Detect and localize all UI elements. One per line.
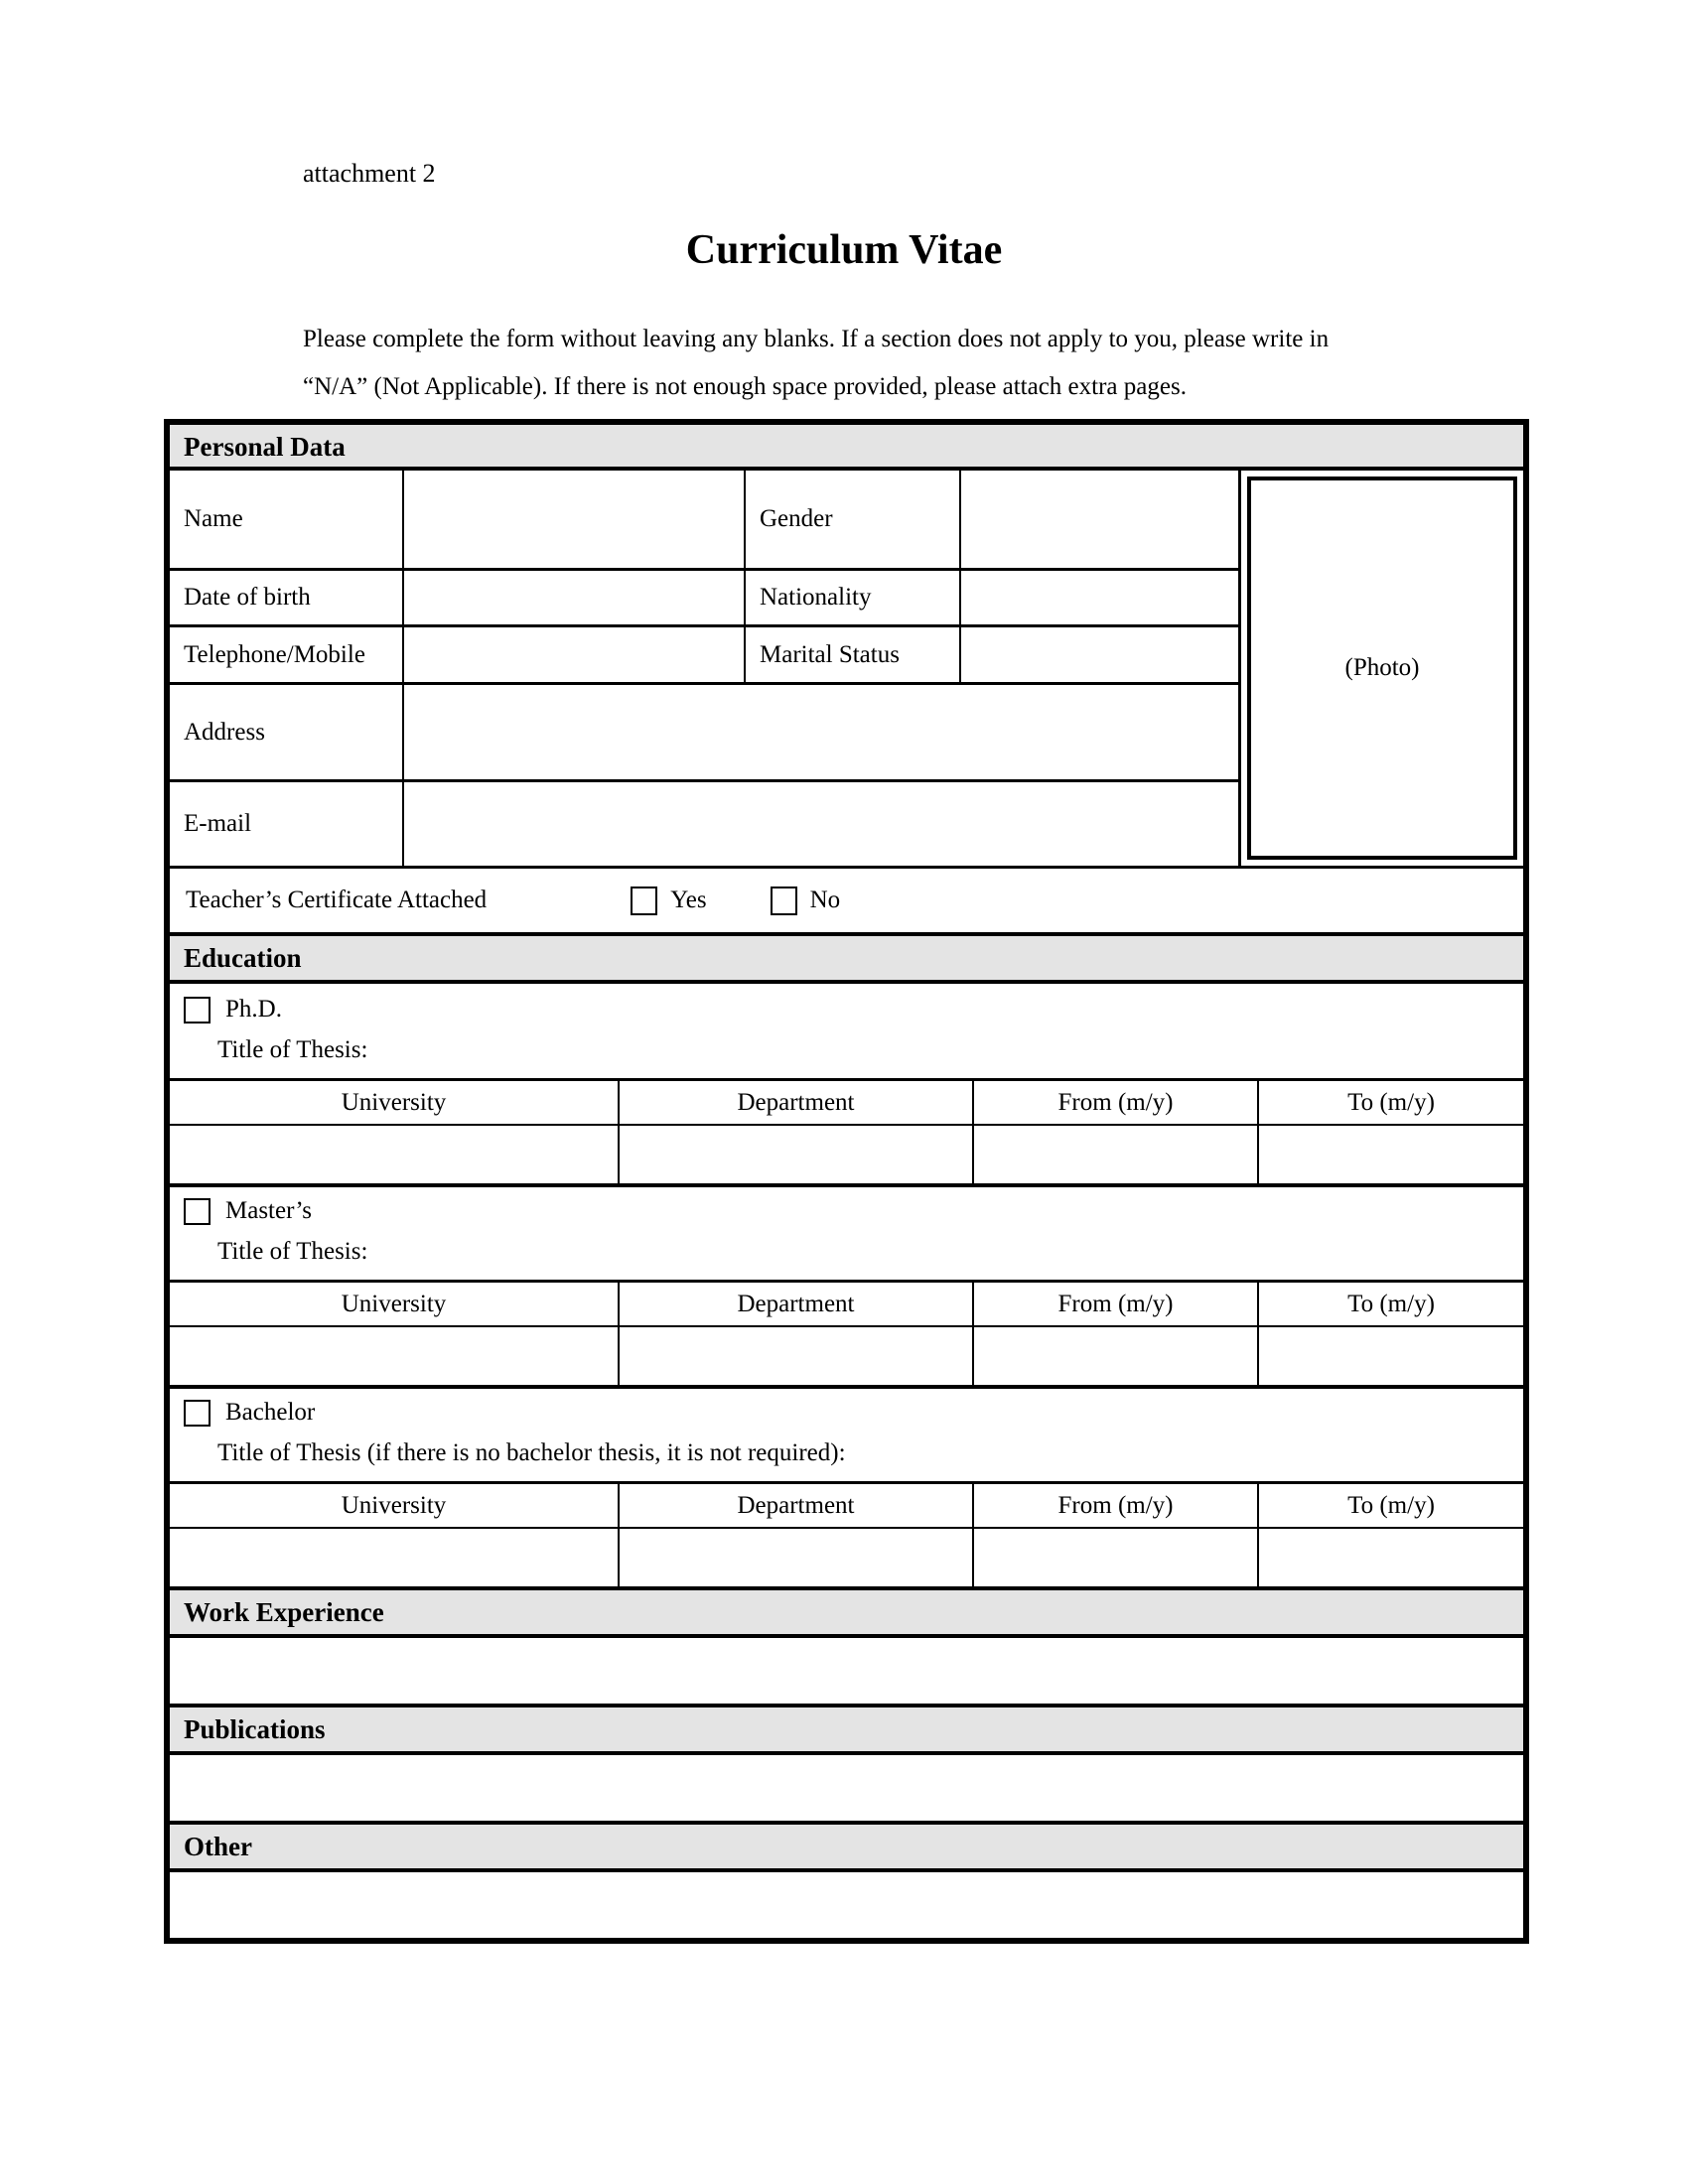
degree-phd-line xyxy=(184,996,1523,1024)
bachelor-table-row xyxy=(170,1527,1523,1586)
certificate-yes-label: Yes xyxy=(670,887,707,913)
bachelor-from-field[interactable] xyxy=(972,1529,1257,1586)
certificate-row xyxy=(170,866,1523,932)
certificate-no-checkbox[interactable] xyxy=(771,887,797,915)
certificate-yes-group xyxy=(631,887,706,915)
date-of-birth-field[interactable] xyxy=(402,571,744,624)
certificate-yes-checkbox[interactable] xyxy=(631,887,657,915)
phd-university-field[interactable] xyxy=(170,1126,618,1183)
section-header-education: Education xyxy=(170,932,1523,984)
row-email xyxy=(170,779,1238,866)
marital-status-field[interactable] xyxy=(959,627,1238,682)
masters-university-field[interactable] xyxy=(170,1327,618,1385)
masters-table-row xyxy=(170,1325,1523,1385)
bachelor-table-header xyxy=(170,1481,1523,1527)
bachelor-university-field[interactable] xyxy=(170,1529,618,1586)
degree-bachelor-line xyxy=(184,1399,1523,1427)
bachelor-col-from: From (m/y) xyxy=(972,1484,1257,1527)
phd-checkbox[interactable] xyxy=(184,997,211,1024)
email-field[interactable] xyxy=(402,782,1238,866)
publications-field[interactable] xyxy=(170,1755,1523,1821)
phd-col-department: Department xyxy=(618,1081,972,1124)
phd-from-field[interactable] xyxy=(972,1126,1257,1183)
page-title: Curriculum Vitae xyxy=(685,227,1003,273)
phd-table-header xyxy=(170,1078,1523,1124)
marital-status-label: Marital Status xyxy=(744,627,959,682)
instructions-line-1: Please complete the form without leaving any blanks. If a section does not apply to you, please write in xyxy=(303,326,1330,352)
phd-to-field[interactable] xyxy=(1257,1126,1523,1183)
nationality-field[interactable] xyxy=(959,571,1238,624)
certificate-label: Teacher’s Certificate Attached xyxy=(186,887,488,913)
section-header-work-experience: Work Experience xyxy=(170,1586,1523,1638)
masters-from-field[interactable] xyxy=(972,1327,1257,1385)
phd-label: Ph.D. xyxy=(225,996,282,1023)
phd-table-row xyxy=(170,1124,1523,1183)
phd-thesis-label: Title of Thesis: xyxy=(217,1036,368,1063)
degree-block-bachelor xyxy=(170,1385,1523,1481)
attachment-label: attachment 2 xyxy=(303,159,436,188)
gender-label: Gender xyxy=(744,471,959,568)
masters-col-to: To (m/y) xyxy=(1257,1283,1523,1325)
name-label: Name xyxy=(184,505,243,532)
row-dob-nationality xyxy=(170,568,1238,624)
personal-data-body xyxy=(170,471,1523,866)
other-field[interactable] xyxy=(170,1872,1523,1938)
section-header-other: Other xyxy=(170,1821,1523,1872)
instructions-line-2: “N/A” (Not Applicable). If there is not enough space provided, please attach extra pages. xyxy=(303,373,1187,400)
email-label: E-mail xyxy=(184,810,252,837)
masters-label: Master’s xyxy=(225,1197,313,1224)
degree-block-phd xyxy=(170,984,1523,1078)
phd-col-to: To (m/y) xyxy=(1257,1081,1523,1124)
masters-table-header xyxy=(170,1280,1523,1325)
bachelor-checkbox[interactable] xyxy=(184,1400,211,1427)
cv-form xyxy=(164,419,1529,1944)
nationality-label: Nationality xyxy=(744,571,959,624)
telephone-field[interactable] xyxy=(402,627,744,682)
address-label: Address xyxy=(184,718,265,746)
bachelor-to-field[interactable] xyxy=(1257,1529,1523,1586)
phd-col-from: From (m/y) xyxy=(972,1081,1257,1124)
form-instructions xyxy=(303,316,1475,411)
masters-thesis-label: Title of Thesis: xyxy=(217,1238,368,1265)
bachelor-col-university: University xyxy=(341,1491,447,1519)
bachelor-department-field[interactable] xyxy=(618,1529,972,1586)
row-name-gender xyxy=(170,471,1238,568)
masters-col-from: From (m/y) xyxy=(972,1283,1257,1325)
degree-block-masters xyxy=(170,1183,1523,1280)
name-field[interactable] xyxy=(402,471,744,568)
certificate-no-group xyxy=(771,887,841,915)
masters-to-field[interactable] xyxy=(1257,1327,1523,1385)
phd-department-field[interactable] xyxy=(618,1126,972,1183)
masters-col-university: University xyxy=(341,1290,447,1317)
masters-col-department: Department xyxy=(618,1283,972,1325)
bachelor-thesis-label: Title of Thesis (if there is no bachelor thesis, it is not required): xyxy=(217,1439,846,1466)
row-telephone-marital xyxy=(170,624,1238,682)
bachelor-col-to: To (m/y) xyxy=(1257,1484,1523,1527)
phd-col-university: University xyxy=(341,1088,447,1116)
address-field[interactable] xyxy=(402,685,1238,779)
telephone-label: Telephone/Mobile xyxy=(184,640,365,668)
photo-placeholder-box xyxy=(1247,477,1517,860)
section-header-personal-data: Personal Data xyxy=(170,425,1523,471)
section-header-publications: Publications xyxy=(170,1704,1523,1755)
photo-cell xyxy=(1238,471,1523,866)
degree-masters-line xyxy=(184,1197,1523,1225)
personal-data-grid xyxy=(170,471,1238,866)
date-of-birth-label: Date of birth xyxy=(184,584,311,611)
masters-checkbox[interactable] xyxy=(184,1198,211,1225)
bachelor-col-department: Department xyxy=(618,1484,972,1527)
masters-department-field[interactable] xyxy=(618,1327,972,1385)
certificate-no-label: No xyxy=(809,887,841,913)
gender-field[interactable] xyxy=(959,471,1238,568)
bachelor-label: Bachelor xyxy=(225,1399,316,1426)
row-address xyxy=(170,682,1238,779)
photo-placeholder-label: (Photo) xyxy=(1344,654,1420,681)
work-experience-field[interactable] xyxy=(170,1638,1523,1704)
